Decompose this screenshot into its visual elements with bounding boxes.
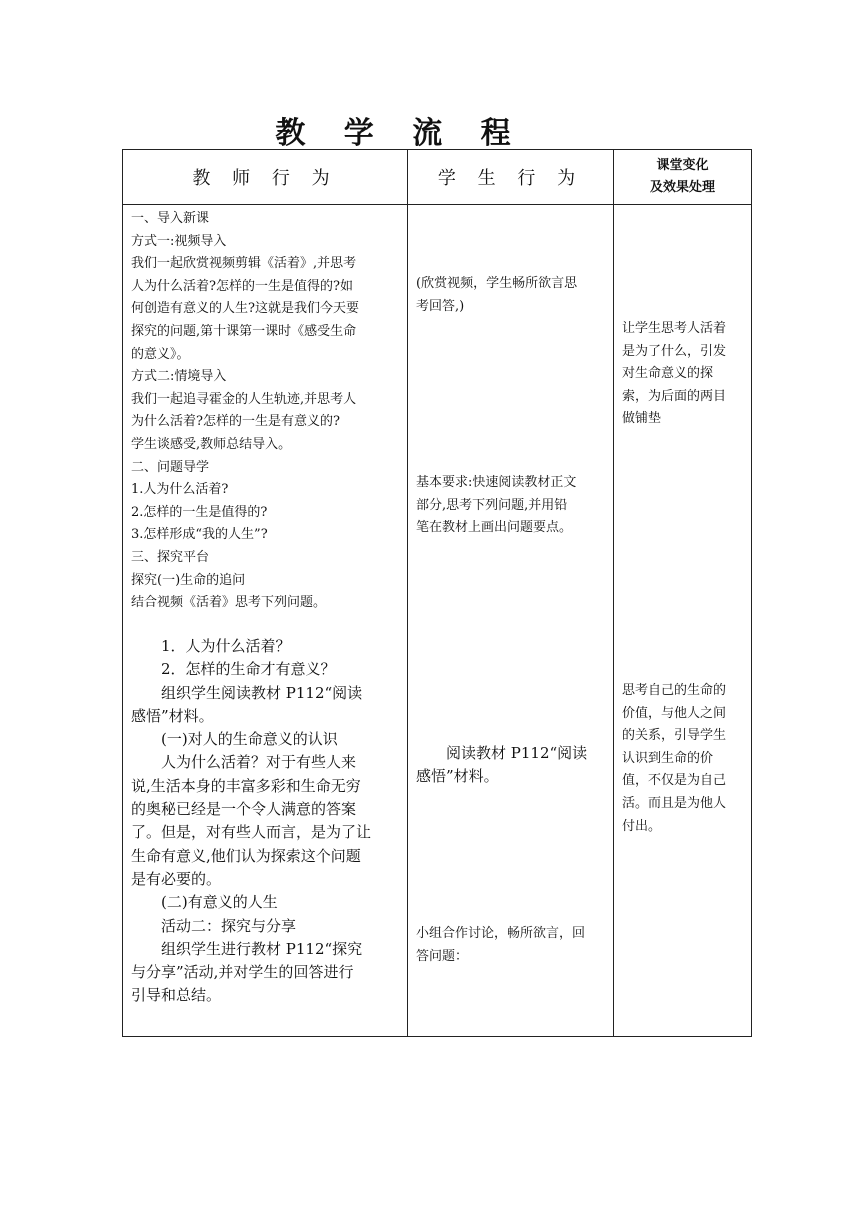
teacher-line: 我们一起追寻霍金的人生轨迹,并思考人	[131, 391, 357, 407]
teaching-flow-table	[122, 149, 752, 1037]
student-block-2	[416, 472, 576, 540]
teacher-line: 何创造有意义的人生?这就是我们今天要	[131, 301, 359, 317]
change-cell	[614, 205, 752, 1037]
teacher-line: 了。但是，对有些人而言，是为了让	[131, 823, 372, 842]
teacher-line: 我们一起欣赏视频剪辑《活着》,并思考	[131, 256, 357, 272]
teacher-line: 3.怎样形成“我的人生”?	[131, 527, 268, 543]
teacher-line: 学生谈感受,教师总结导入。	[131, 436, 292, 452]
teacher-text-large	[131, 635, 371, 1008]
student-line: 答问题：	[416, 948, 469, 964]
change-line: 的关系，引导学生	[622, 728, 727, 744]
teacher-line: 的奥秘已经是一个令人满意的答案	[131, 800, 357, 819]
teacher-line: 感悟”材料。	[131, 706, 214, 725]
teacher-line: 方式一:视频导入	[131, 233, 227, 249]
teacher-line: 探究的问题,第十课第一课时《感受生命	[131, 323, 357, 339]
teacher-line: (二)有意义的人生	[131, 893, 278, 912]
change-line: 做铺垫	[622, 411, 662, 427]
teacher-line: 1.人为什么活着?	[131, 482, 229, 498]
teacher-line: 1．人为什么活着？	[131, 637, 291, 655]
change-line: 价值，与他人之间	[622, 705, 727, 721]
page-title: 教 学 流 程	[275, 116, 525, 151]
change-line: 对生命意义的探	[622, 366, 714, 382]
teacher-line: 是有必要的。	[131, 869, 222, 888]
student-block-1	[416, 273, 577, 318]
teacher-line: 三、探究平台	[131, 549, 210, 565]
change-line: 付出。	[622, 818, 662, 834]
teacher-line: 方式二:情境导入	[131, 369, 227, 385]
table-body-row	[123, 205, 752, 1037]
change-line: 是为了什么，引发	[622, 343, 727, 359]
student-block-3	[416, 742, 587, 789]
student-line: 感悟”材料。	[416, 767, 499, 786]
teacher-line: 探究(一)生命的追问	[131, 572, 246, 588]
teacher-cell	[123, 205, 408, 1037]
student-line: 考回答,)	[416, 298, 465, 314]
change-line: 让学生思考人活着	[622, 321, 727, 336]
change-block-1	[622, 318, 726, 431]
teacher-line: 2.怎样的一生是值得的?	[131, 504, 268, 520]
teacher-line: 一、导入新课	[131, 211, 210, 226]
change-block-2	[622, 680, 726, 838]
teacher-line: 引导和总结。	[131, 986, 222, 1005]
student-line: (欣赏视频，学生畅所欲言思	[416, 276, 578, 291]
student-cell	[408, 205, 614, 1037]
student-line: 基本要求:快速阅读教材正文	[416, 475, 577, 490]
change-line: 索，为后面的两目	[622, 388, 727, 404]
teacher-line: 结合视频《活着》思考下列问题。	[131, 595, 327, 611]
teacher-line: 二、问题导学	[131, 459, 210, 475]
teacher-line: (一)对人的生命意义的认识	[131, 730, 338, 749]
teacher-line: 人为什么活着？对于有些人来	[131, 753, 357, 772]
header-teacher: 教 师 行 为	[123, 150, 408, 205]
teacher-line: 人为什么活着?怎样的一生是值得的?如	[131, 278, 353, 294]
student-line: 部分,思考下列问题,并用铅	[416, 497, 568, 513]
teacher-line: 与分享”活动,并对学生的回答进行	[131, 963, 354, 982]
header-student: 学 生 行 为	[408, 150, 614, 205]
student-line: 小组合作讨论，畅所欲言，回	[416, 926, 586, 941]
change-line: 思考自己的生命的	[622, 683, 727, 698]
teacher-line: 2．怎样的生命才有意义？	[131, 660, 336, 679]
teacher-line: 生命有意义,他们认为探索这个问题	[131, 846, 361, 865]
change-line: 活。而且是为他人	[622, 795, 727, 811]
student-block-4	[416, 923, 585, 968]
change-line: 值，不仅是为自己	[622, 773, 727, 789]
student-line: 阅读教材 P112“阅读	[416, 744, 588, 762]
teacher-line: 的意义》。	[131, 346, 190, 362]
teacher-line: 活动二：探究与分享	[131, 916, 297, 935]
student-line: 笔在教材上画出问题要点。	[416, 520, 573, 536]
header-change	[614, 150, 752, 205]
header-change-line2: 及效果处理	[649, 180, 715, 195]
teacher-text-small	[131, 208, 359, 615]
teacher-line: 组织学生阅读教材 P112“阅读	[131, 683, 363, 702]
header-change-line1: 课堂变化	[656, 158, 709, 173]
table-header-row	[123, 150, 752, 205]
change-line: 认识到生命的价	[622, 750, 714, 766]
teacher-line: 说,生活本身的丰富多彩和生命无穷	[131, 776, 361, 795]
teacher-line: 为什么活着?怎样的一生是有意义的?	[131, 414, 340, 430]
teacher-line: 组织学生进行教材 P112“探究	[131, 939, 363, 958]
